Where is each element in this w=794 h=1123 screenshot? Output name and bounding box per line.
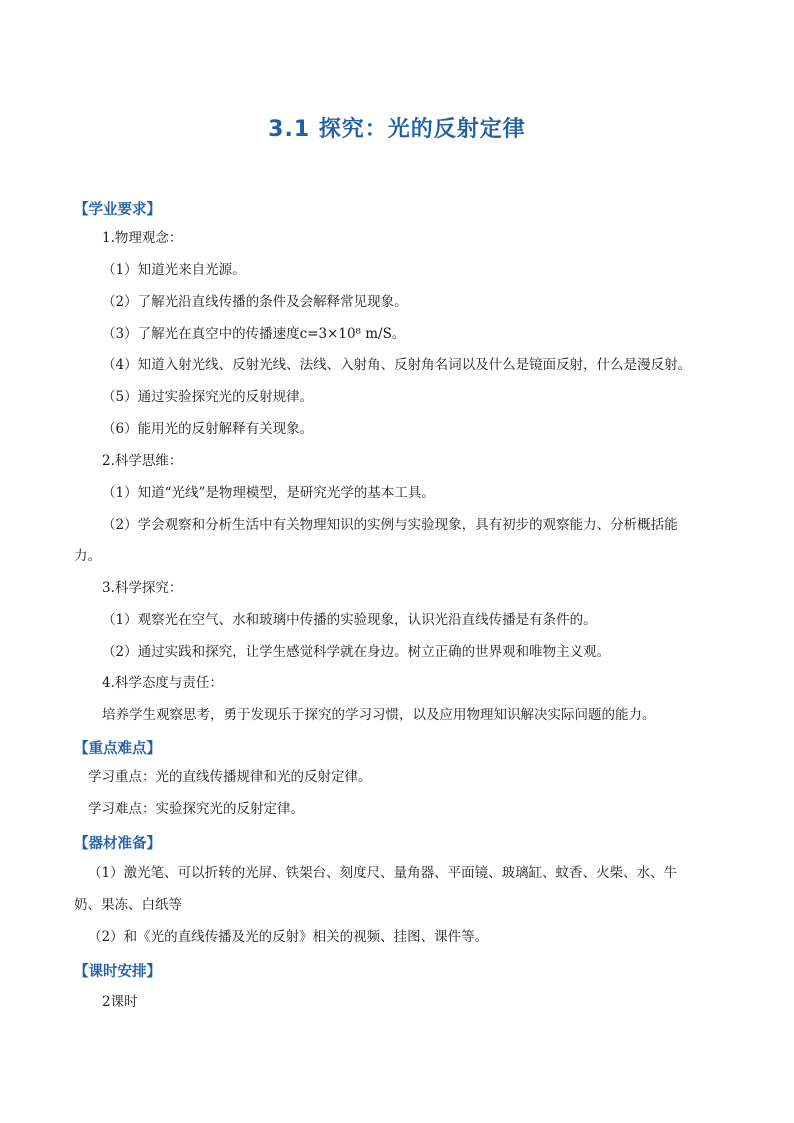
list-item: 2课时 [102, 994, 138, 1010]
section-heading-schedule: 【课时安排】 [74, 964, 161, 980]
list-item: （2）了解光沿直线传播的条件及会解释常见现象。 [102, 294, 408, 310]
list-item: （1）知道光来自光源。 [102, 262, 246, 278]
group-heading: 4.科学态度与责任： [102, 675, 223, 691]
page-title: 3.1 探究：光的反射定律 [268, 117, 526, 142]
list-item: （1）知道“光线”是物理模型，是研究光学的基本工具。 [102, 485, 435, 501]
group-heading: 2.科学思维： [102, 453, 183, 469]
list-item: （4）知道入射光线、反射光线、法线、入射角、反射角名词以及什么是镜面反射，什么是漫反射。 [102, 357, 692, 373]
section-heading-key-points: 【重点难点】 [74, 741, 161, 757]
list-item: （1）激光笔、可以折转的光屏、铁架台、刻度尺、量角器、平面镜、玻璃缸、蚊香、火柴、水、牛 [88, 865, 678, 881]
list-item: （2）通过实践和探究，让学生感觉科学就在身边。树立正确的世界观和唯物主义观。 [102, 644, 611, 660]
list-item: （6）能用光的反射解释有关现象。 [102, 421, 314, 437]
group-heading: 1.物理观念： [102, 230, 183, 246]
list-item: （2）和《光的直线传播及光的反射》相关的视频、挂图、课件等。 [88, 929, 489, 945]
list-item: （1）观察光在空气、水和玻璃中传播的实验现象，认识光沿直线传播是有条件的。 [102, 612, 597, 628]
list-item: （2）学会观察和分析生活中有关物理知识的实例与实验现象，具有初步的观察能力、分析概括能 [102, 517, 678, 533]
list-item-continuation: 奶、果冻、白纸等 [74, 897, 182, 913]
list-item: （5）通过实验探究光的反射规律。 [102, 389, 314, 405]
section-heading-requirements: 【学业要求】 [74, 202, 161, 218]
group-heading: 3.科学探究： [102, 580, 183, 596]
list-item-continuation: 力。 [74, 548, 101, 564]
list-item: 学习重点：光的直线传播规律和光的反射定律。 [88, 769, 372, 785]
list-item: 培养学生观察思考，勇于发现乐于探究的学习习惯，以及应用物理知识解决实际问题的能力。 [102, 707, 656, 723]
section-heading-equipment: 【器材准备】 [74, 836, 161, 852]
list-item: （3）了解光在真空中的传播速度c=3×10⁸ m/S。 [102, 326, 406, 342]
list-item: 学习难点：实验探究光的反射定律。 [88, 801, 304, 817]
